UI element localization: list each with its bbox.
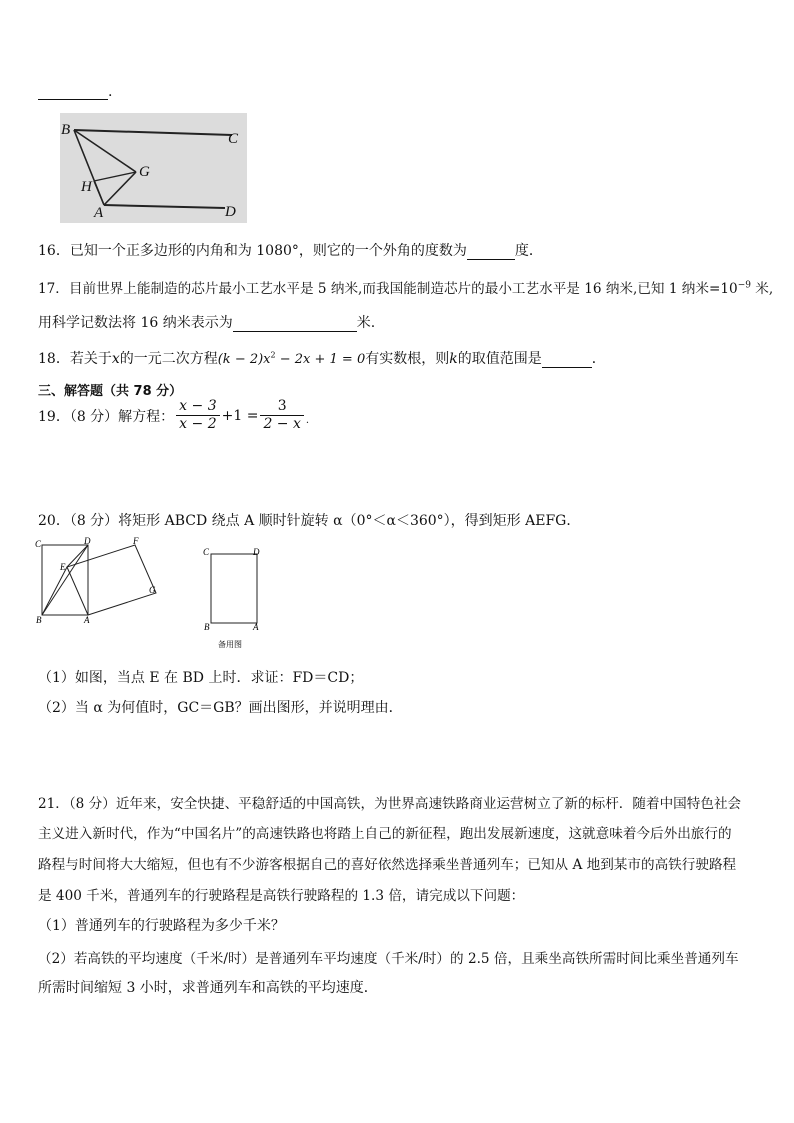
question-21-line4: 是 400 千米，普通列车的行驶路程是高铁行驶路程的 1.3 倍，请完成以下问题： [38,888,525,904]
svg-text:C: C [203,547,210,557]
q19-lhs-fraction: $\frac{x - 3}{x - 2}$ [176,398,219,433]
fig15-label-D: D [225,204,236,220]
question-18: 18．若关于x的一元二次方程$(k - 2)x^2 - 2x + 1 = 0$有实数根，则k的取值范围是 ． [38,350,606,367]
figure-q20-spare [200,545,270,655]
svg-text:B: B [204,622,210,632]
question-17-line1: 17．目前世界上能制造的芯片最小工艺水平是 5 纳米,而我国能制造芯片的最小工艺水平是 16 纳米,已知 1 纳米$=10^{-9}$ 米, [38,280,774,297]
q19-rhs-fraction: $\frac{3}{2 - x}$ [260,398,303,433]
question-21-line2: 主义进入新时代，作为“中国名片”的高速铁路也将踏上自己的新征程，跑出发展新速度，这就意味着今后外出旅行的 [38,826,732,842]
question-21-part1: （1）普通列车的行驶路程为多少千米？ [38,918,285,934]
q17-blank [233,317,357,332]
spare-figure-caption: 备用图 [218,640,242,649]
question-21-line3: 路程与时间将大大缩短，但也有不少游客根据自己的喜好依然选择乘坐普通列车；已知从 A 地到某市的高铁行驶路程 [38,857,737,873]
fig15-label-B: B [61,122,71,138]
fig15-label-C: C [228,131,239,147]
fig15-label-H: H [81,179,92,195]
q18-blank [542,353,592,368]
question-20-part1: （1）如图，当点 E 在 BD 上时．求证：FD＝CD； [38,670,364,686]
question-19: 19．（8 分）解方程： $\frac{x - 3}{x - 2}$ +1 = $\frac{3}{2 - x}$ . [38,398,310,432]
svg-text:B: B [36,615,42,625]
question-17-line2: 用科学记数法将 16 纳米表示为 米. [38,315,376,331]
answer-blank-line: . [38,84,112,100]
svg-text:D: D [84,537,91,546]
q16-blank [467,245,515,260]
svg-text:A: A [253,622,259,632]
svg-text:A: A [84,615,90,625]
fig15-label-A: A [94,205,104,221]
q16-text: 16．已知一个正多边形的内角和为 1080°，则它的一个外角的度数为 [38,243,467,259]
svg-text:F: F [133,537,139,546]
svg-text:G: G [149,585,156,595]
figure-q15 [60,113,247,223]
figure-q20-main [34,537,164,627]
svg-text:D: D [253,547,260,557]
question-21-part2-line2: 所需时间缩短 3 小时，求普通列车和高铁的平均速度． [38,980,378,996]
question-21-line1: 21．（8 分）近年来，安全快捷、平稳舒适的中国高铁，为世界高速铁路商业运营树立了新的标杆．随着中国特色社会 [38,796,742,812]
question-20-part2: （2）当 α 为何值时，GC＝GB？画出图形，并说明理由． [38,700,403,716]
question-16: 16．已知一个正多边形的内角和为 1080°，则它的一个外角的度数为 度． [38,243,543,259]
svg-text:E: E [60,562,66,572]
section-title: 三、解答题（共 78 分） [38,384,183,399]
question-21-part2-line1: （2）若高铁的平均速度（千米/时）是普通列车平均速度（千米/时）的 2.5 倍，且乘坐高铁所需时间比乘坐普通列车 [38,951,739,967]
question-20-stem: 20．（8 分）将矩形 ABCD 绕点 A 顺时针旋转 α（0°＜α＜360°），得到矩形 AEFG． [38,513,581,529]
fig15-label-G: G [139,164,150,180]
svg-text:C: C [35,539,42,549]
